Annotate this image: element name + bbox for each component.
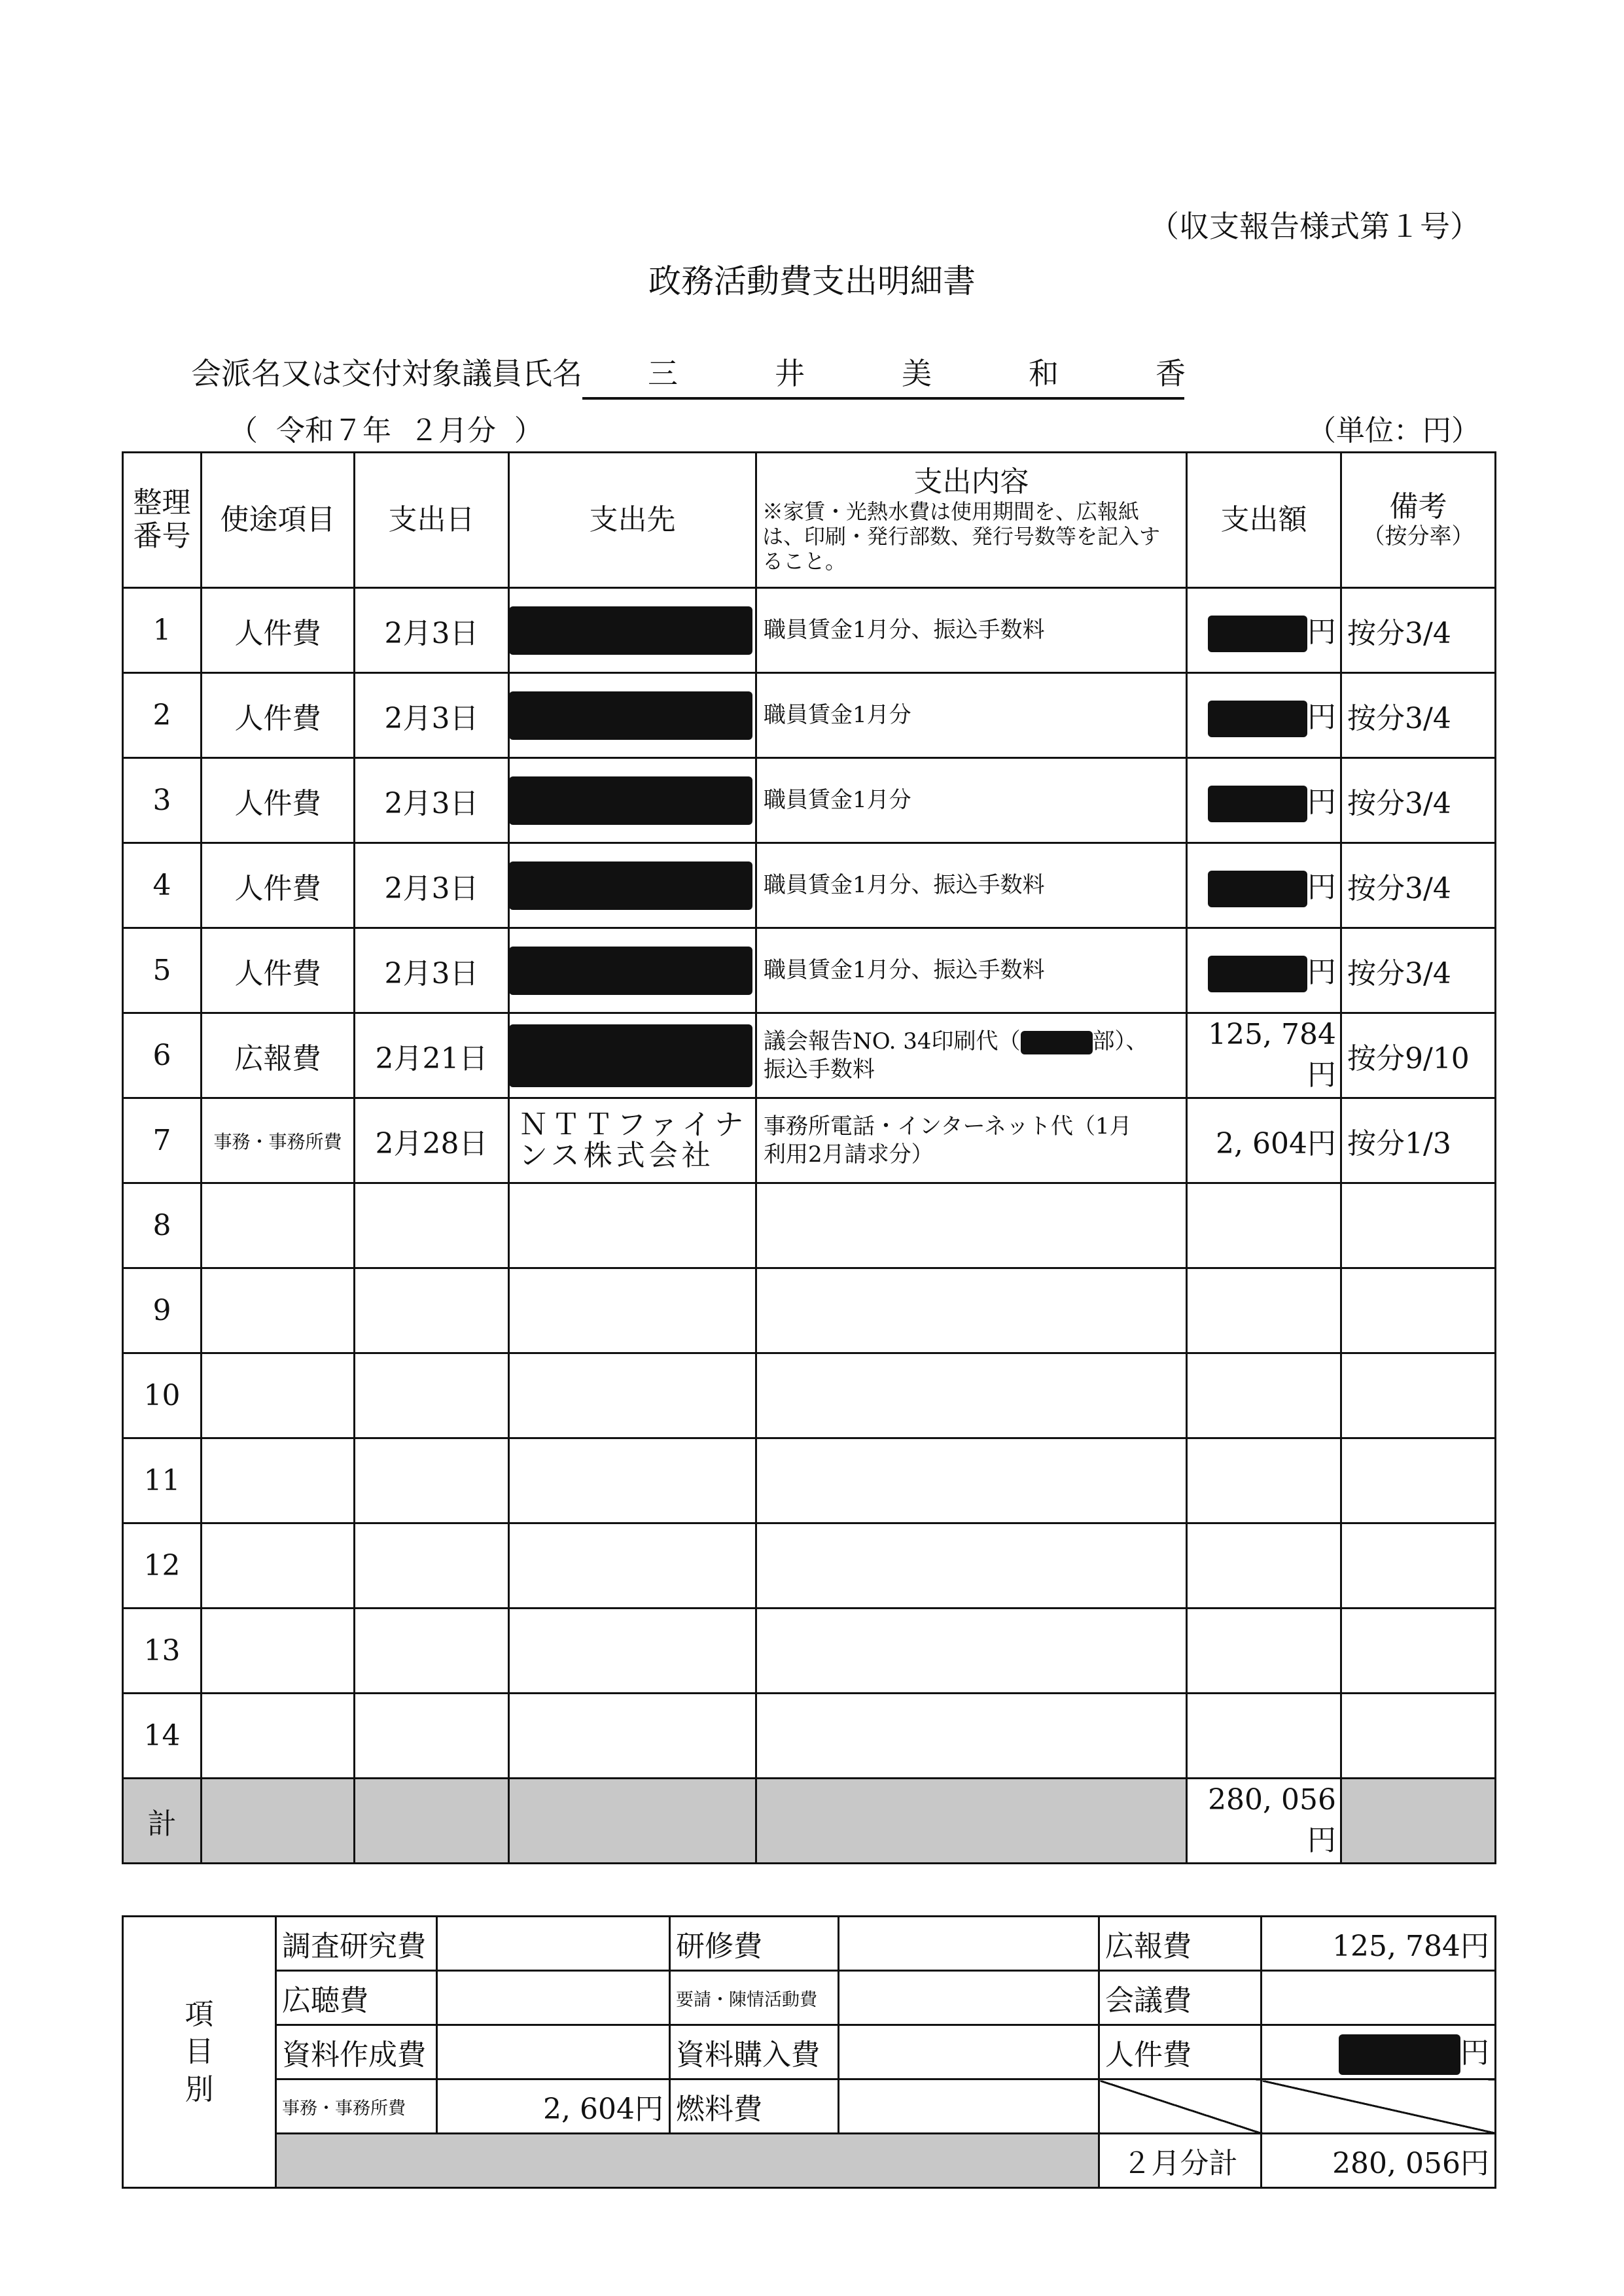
summary-value <box>437 1917 670 1971</box>
content-line: 利用2月請求分） <box>764 1141 934 1168</box>
redaction-block <box>509 1024 752 1087</box>
row-item <box>202 1694 355 1779</box>
summary-label: 資料作成費 <box>276 2025 437 2079</box>
table-row <box>123 1609 1496 1694</box>
summary-value <box>839 1971 1099 2025</box>
payee-line: ＮＴＴファイナ <box>519 1108 748 1142</box>
row-payee <box>509 1013 756 1098</box>
content-part: 部）、 <box>1092 1028 1148 1054</box>
row-amount <box>1187 843 1341 928</box>
row-date <box>355 1438 509 1523</box>
row-item <box>202 1609 355 1694</box>
row-rate <box>1341 1609 1496 1694</box>
col-amount-header: 支出額 <box>1187 453 1341 588</box>
row-no: 7 <box>123 1098 202 1183</box>
row-payee <box>509 1268 756 1353</box>
col-content-note: ※家賃・光熱水費は使用期間を、広報紙は、印刷・発行部数、発行号数等を記入すること。 <box>762 498 1161 574</box>
table-row <box>123 1523 1496 1609</box>
row-content <box>756 1353 1187 1438</box>
member-name-label: 会派名又は交付対象議員氏名 <box>191 356 582 391</box>
redaction-block <box>1021 1031 1093 1054</box>
content-part: 議会報告NO. 34印刷代（ <box>764 1028 1021 1054</box>
col-no-line1: 整理 <box>133 486 191 520</box>
total-label: 計 <box>123 1779 202 1864</box>
col-payee-header: 支出先 <box>509 453 756 588</box>
row-rate <box>1341 1694 1496 1779</box>
row-date <box>355 1183 509 1268</box>
summary-value <box>839 2079 1099 2134</box>
diagonal-cell <box>1262 2079 1496 2134</box>
summary-by-item-table <box>122 1915 1496 2189</box>
row-date: 2月3日 <box>355 928 509 1013</box>
row-amount <box>1187 758 1341 843</box>
row-amount <box>1187 928 1341 1013</box>
total-row <box>123 1779 1496 1864</box>
row-no: 8 <box>123 1183 202 1268</box>
row-amount <box>1187 1353 1341 1438</box>
total-empty <box>355 1779 509 1864</box>
table-header-row <box>123 453 1496 588</box>
side-char: 別 <box>185 2072 214 2106</box>
col-item-header: 使途項目 <box>202 453 355 588</box>
row-item: 人件費 <box>202 928 355 1013</box>
row-no: 9 <box>123 1268 202 1353</box>
summary-label: 燃料費 <box>670 2079 839 2134</box>
row-payee <box>509 758 756 843</box>
row-no: 2 <box>123 673 202 758</box>
row-content <box>756 1438 1187 1523</box>
row-item: 事務・事務所費 <box>202 1098 355 1183</box>
row-content: 職員賃金1月分 <box>756 758 1187 843</box>
summary-value <box>1262 1971 1496 2025</box>
row-item <box>202 1183 355 1268</box>
summary-label: 広報費 <box>1099 1917 1262 1971</box>
amount-suffix: 円 <box>1307 785 1336 819</box>
row-content: 職員賃金1月分 <box>756 673 1187 758</box>
row-amount <box>1187 588 1341 673</box>
redaction-block <box>1208 616 1307 652</box>
payee-line: ンス株式会社 <box>519 1138 715 1172</box>
row-date: 2月3日 <box>355 758 509 843</box>
row-date <box>355 1609 509 1694</box>
col-no-line2: 番号 <box>133 519 191 553</box>
summary-value <box>839 1917 1099 1971</box>
unit-label: （単位：円） <box>1307 414 1480 447</box>
row-date <box>355 1268 509 1353</box>
summary-row <box>123 2079 1496 2134</box>
summary-label: 資料購入費 <box>670 2025 839 2079</box>
row-amount <box>1187 1694 1341 1779</box>
row-amount: 125, 784円 <box>1187 1013 1341 1098</box>
row-rate <box>1341 1353 1496 1438</box>
row-amount <box>1187 1438 1341 1523</box>
reporting-period: （ 令和７年 ２月分 ） <box>229 414 543 447</box>
row-content <box>756 1268 1187 1353</box>
row-rate <box>1341 1523 1496 1609</box>
row-item: 人件費 <box>202 758 355 843</box>
row-date <box>355 1523 509 1609</box>
row-rate: 按分3/4 <box>1341 588 1496 673</box>
summary-value <box>437 2025 670 2079</box>
row-amount <box>1187 1523 1341 1609</box>
table-row <box>123 1353 1496 1438</box>
table-row <box>123 1438 1496 1523</box>
form-reference: （収支報告様式第１号） <box>1149 209 1480 244</box>
table-row <box>123 1098 1496 1183</box>
summary-label: 人件費 <box>1099 2025 1262 2079</box>
expense-table <box>122 451 1496 1864</box>
redaction-block <box>509 947 752 995</box>
summary-value <box>1262 2025 1496 2079</box>
summary-label: 事務・事務所費 <box>276 2079 437 2134</box>
row-no: 1 <box>123 588 202 673</box>
month-total-label: ２月分計 <box>1099 2134 1262 2188</box>
amount-suffix: 円 <box>1307 870 1336 904</box>
row-no: 10 <box>123 1353 202 1438</box>
diagonal-cell <box>1099 2079 1262 2134</box>
col-remarks-sub: （按分率） <box>1362 523 1474 549</box>
redaction-block <box>1208 871 1307 907</box>
row-rate: 按分3/4 <box>1341 758 1496 843</box>
row-no: 4 <box>123 843 202 928</box>
redaction-block <box>1208 786 1307 822</box>
row-payee <box>509 1523 756 1609</box>
row-rate <box>1341 1268 1496 1353</box>
summary-label: 研修費 <box>670 1917 839 1971</box>
row-item <box>202 1438 355 1523</box>
amount-suffix: 円 <box>1307 615 1336 649</box>
row-item: 人件費 <box>202 673 355 758</box>
row-payee <box>509 1694 756 1779</box>
row-payee <box>509 1438 756 1523</box>
row-date <box>355 1353 509 1438</box>
summary-value <box>839 2025 1099 2079</box>
row-payee <box>509 588 756 673</box>
redaction-block <box>509 776 752 825</box>
total-empty <box>756 1779 1187 1864</box>
summary-row <box>123 1971 1496 2025</box>
row-item <box>202 1523 355 1609</box>
total-amount: 280, 056円 <box>1187 1779 1341 1864</box>
redaction-block <box>509 691 752 740</box>
month-total-value: 280, 056円 <box>1262 2134 1496 2188</box>
row-content <box>756 1694 1187 1779</box>
row-payee <box>509 843 756 928</box>
row-date: 2月21日 <box>355 1013 509 1098</box>
content-line: 事務所電話・インターネット代（1月 <box>764 1113 1132 1139</box>
summary-label: 要請・陳情活動費 <box>670 1971 839 2025</box>
content-part: 振込手数料 <box>764 1056 875 1083</box>
row-date: 2月3日 <box>355 588 509 673</box>
row-amount <box>1187 1183 1341 1268</box>
row-payee <box>509 1353 756 1438</box>
total-empty <box>202 1779 355 1864</box>
row-rate <box>1341 1183 1496 1268</box>
redaction-block <box>1339 2034 1460 2075</box>
member-name-value: 三井美和香 <box>582 350 1184 400</box>
col-date-header: 支出日 <box>355 453 509 588</box>
side-char: 目 <box>185 2035 214 2069</box>
col-content-header <box>756 453 1187 588</box>
col-remarks-header <box>1341 453 1496 588</box>
row-payee <box>509 928 756 1013</box>
row-item: 人件費 <box>202 843 355 928</box>
summary-label: 広聴費 <box>276 1971 437 2025</box>
table-row <box>123 1694 1496 1779</box>
row-no: 11 <box>123 1438 202 1523</box>
amount-suffix: 円 <box>1460 2036 1489 2070</box>
row-content <box>756 1183 1187 1268</box>
table-row <box>123 673 1496 758</box>
table-row <box>123 588 1496 673</box>
summary-value: 2, 604円 <box>437 2079 670 2134</box>
row-payee <box>509 1609 756 1694</box>
row-date <box>355 1694 509 1779</box>
row-no: 6 <box>123 1013 202 1098</box>
row-rate <box>1341 1438 1496 1523</box>
table-row <box>123 843 1496 928</box>
row-amount <box>1187 1609 1341 1694</box>
redaction-block <box>509 606 752 655</box>
summary-value: 125, 784円 <box>1262 1917 1496 1971</box>
row-date: 2月3日 <box>355 843 509 928</box>
total-empty <box>509 1779 756 1864</box>
row-payee <box>509 673 756 758</box>
redaction-block <box>509 861 752 910</box>
summary-label: 調査研究費 <box>276 1917 437 1971</box>
row-content <box>756 1609 1187 1694</box>
summary-row <box>123 2025 1496 2079</box>
document-title: 政務活動費支出明細書 <box>648 262 976 300</box>
row-item: 人件費 <box>202 588 355 673</box>
row-content: 職員賃金1月分、振込手数料 <box>756 928 1187 1013</box>
row-content: 職員賃金1月分、振込手数料 <box>756 843 1187 928</box>
table-row <box>123 928 1496 1013</box>
row-amount <box>1187 1268 1341 1353</box>
redaction-block <box>1208 701 1307 737</box>
side-char: 項 <box>185 1998 214 2032</box>
row-content <box>756 1013 1187 1098</box>
summary-value <box>437 1971 670 2025</box>
summary-side-label <box>123 1917 276 2188</box>
row-content <box>756 1523 1187 1609</box>
row-date: 2月3日 <box>355 673 509 758</box>
summary-row <box>123 1917 1496 1971</box>
summary-row <box>123 2134 1496 2188</box>
amount-suffix: 円 <box>1307 700 1336 734</box>
row-rate: 按分1/3 <box>1341 1098 1496 1183</box>
table-row <box>123 758 1496 843</box>
row-item <box>202 1268 355 1353</box>
redaction-block <box>1208 956 1307 992</box>
summary-grey-area <box>276 2134 1099 2188</box>
row-no: 14 <box>123 1694 202 1779</box>
row-content: 職員賃金1月分、振込手数料 <box>756 588 1187 673</box>
col-no-header <box>123 453 202 588</box>
row-amount: 2, 604円 <box>1187 1098 1341 1183</box>
row-payee <box>509 1183 756 1268</box>
row-rate: 按分3/4 <box>1341 673 1496 758</box>
table-row <box>123 1183 1496 1268</box>
row-rate: 按分3/4 <box>1341 843 1496 928</box>
col-content-title: 支出内容 <box>913 465 1029 499</box>
row-rate: 按分3/4 <box>1341 928 1496 1013</box>
row-no: 13 <box>123 1609 202 1694</box>
table-row <box>123 1268 1496 1353</box>
row-date: 2月28日 <box>355 1098 509 1183</box>
row-content <box>756 1098 1187 1183</box>
row-no: 12 <box>123 1523 202 1609</box>
summary-label: 会議費 <box>1099 1971 1262 2025</box>
row-no: 5 <box>123 928 202 1013</box>
table-row <box>123 1013 1496 1098</box>
amount-suffix: 円 <box>1307 955 1336 989</box>
total-empty <box>1341 1779 1496 1864</box>
row-no: 3 <box>123 758 202 843</box>
row-payee <box>509 1098 756 1183</box>
row-item <box>202 1353 355 1438</box>
col-remarks-title: 備考 <box>1389 490 1447 524</box>
row-item: 広報費 <box>202 1013 355 1098</box>
row-amount <box>1187 673 1341 758</box>
row-rate: 按分9/10 <box>1341 1013 1496 1098</box>
